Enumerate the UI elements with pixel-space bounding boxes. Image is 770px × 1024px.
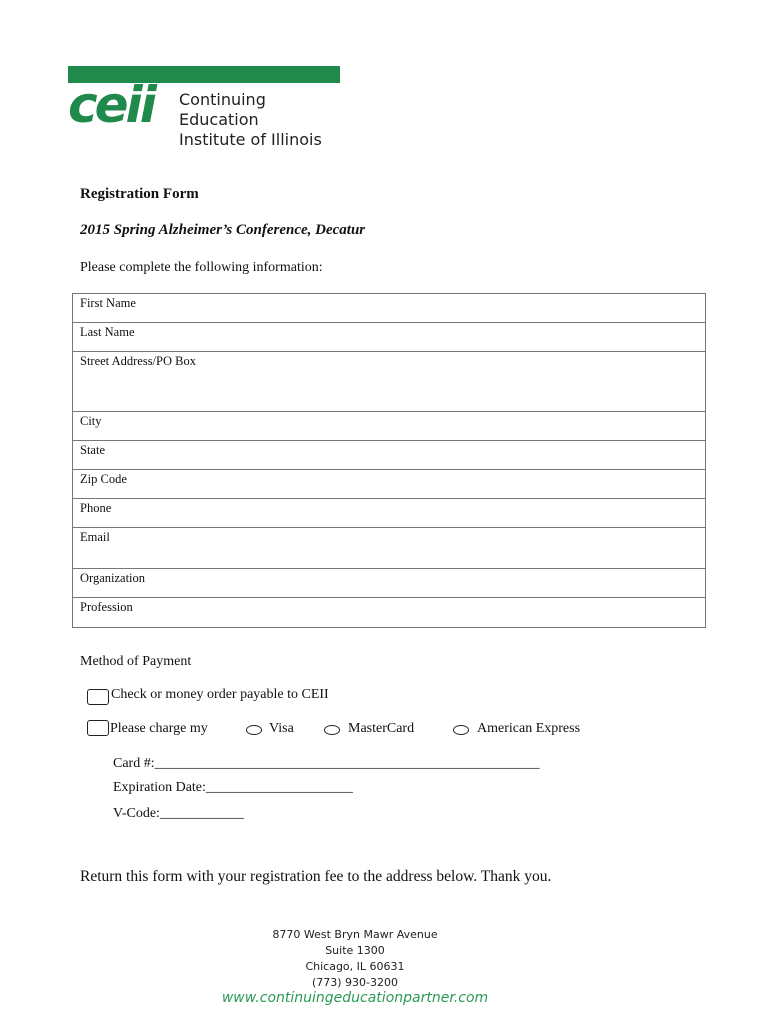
field-label: Zip Code <box>80 472 127 486</box>
card-number-field[interactable]: Card #:_______________________________________________________ <box>113 756 540 771</box>
footer-street: 8770 West Bryn Mawr Avenue <box>272 928 438 941</box>
footer-city: Chicago, IL 60631 <box>305 960 405 973</box>
footer-suite: Suite 1300 <box>325 944 385 957</box>
logo-mark: ceii <box>68 76 154 134</box>
footer-phone: (773) 930-3200 <box>311 976 399 989</box>
organization-field[interactable] <box>73 569 705 598</box>
page-title: Registration Form <box>80 186 199 202</box>
zip-code-field[interactable] <box>73 470 705 499</box>
city-field[interactable] <box>73 412 705 441</box>
profession-field[interactable] <box>73 598 705 627</box>
visa-label: Visa <box>269 721 294 736</box>
visa-radio[interactable] <box>246 725 262 735</box>
field-label: Last Name <box>80 325 135 339</box>
email-field[interactable] <box>73 528 705 569</box>
field-label: Phone <box>80 501 112 515</box>
mastercard-radio[interactable] <box>324 725 340 735</box>
logo-name <box>179 90 340 150</box>
logo-name-line2: Institute of Illinois <box>179 130 322 149</box>
field-label: First Name <box>80 296 136 310</box>
form-instructions: Please complete the following information: <box>80 260 323 275</box>
payment-method-label: Method of Payment <box>80 654 192 669</box>
last-name-field[interactable] <box>73 323 705 352</box>
vcode-field[interactable]: V-Code:____________ <box>113 806 244 821</box>
ceii-logo <box>68 66 340 149</box>
field-label: Organization <box>80 571 146 585</box>
card-payment-checkbox[interactable] <box>87 720 109 736</box>
field-label: Street Address/PO Box <box>80 354 196 368</box>
check-payment-checkbox[interactable] <box>87 689 109 705</box>
logo-name-line1: Continuing Education <box>179 90 266 129</box>
american-express-radio[interactable] <box>453 725 469 735</box>
card-payment-label: Please charge my <box>110 721 208 736</box>
check-payment-label: Check or money order payable to CEII <box>111 687 329 702</box>
field-label: State <box>80 443 105 457</box>
first-name-field[interactable] <box>73 294 705 323</box>
mastercard-label: MasterCard <box>348 721 415 736</box>
street-address-field[interactable] <box>73 352 705 412</box>
expiration-date-field[interactable]: Expiration Date:_____________________ <box>113 780 353 795</box>
footer-website-link[interactable]: www.continuingeducationpartner.com <box>221 990 489 1006</box>
registration-fields-table <box>72 293 706 628</box>
field-label: City <box>80 414 102 428</box>
conference-title: 2015 Spring Alzheimer’s Conference, Decatur <box>80 222 366 238</box>
american-express-label: American Express <box>477 721 581 736</box>
return-instructions: Return this form with your registration fee to the address below. Thank you. <box>80 868 552 885</box>
field-label: Email <box>80 530 110 544</box>
state-field[interactable] <box>73 441 705 470</box>
field-label: Profession <box>80 600 133 614</box>
phone-field[interactable] <box>73 499 705 528</box>
